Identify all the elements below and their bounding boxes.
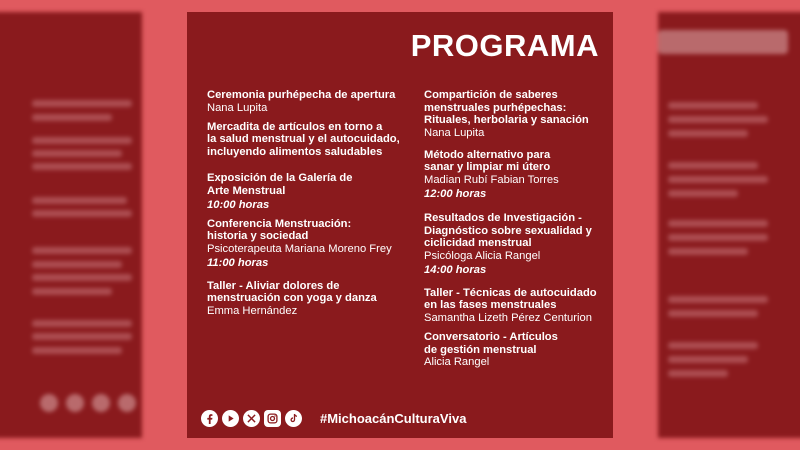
program-column-left [207,89,412,324]
program-item-person: Psicoterapeuta Mariana Moreno Frey [207,242,392,255]
program-item-heading: Exposición de la Galería de Arte Menstrual [207,172,353,197]
program-item-heading: Resultados de Investigación - Diagnóstico sobre sexualidad y ciclicidad menstrual [424,211,592,250]
program-item-heading: Método alternativo para sanar y limpiar mi útero [424,148,551,174]
program-column-right [424,89,629,375]
program-item [207,121,412,159]
program-item [424,212,629,277]
program-item [207,280,412,318]
program-item-person: Emma Hernández [207,304,298,317]
program-item [424,89,629,140]
program-item-heading: Conversatorio - Artículos de gestión menstrual [424,330,558,356]
program-item-heading: Taller - Aliviar dolores de menstruación con yoga y danza [207,279,377,305]
program-item-person: Nana Lupita [424,126,485,139]
program-item-heading: Taller - Técnicas de autocuidado en las fases menstruales [424,286,597,312]
program-item-person: Nana Lupita [207,101,268,114]
program-item [424,331,629,369]
program-item-time: 14:00 horas [424,263,487,276]
instagram-icon[interactable] [264,410,281,427]
program-item-heading: Compartición de saberes menstruales purhépechas: Rituales, herbolaria y sanación [424,89,589,127]
program-item-time: 12:00 horas [424,187,487,200]
program-item-person: Psicóloga Alicia Rangel [424,249,541,262]
program-item-heading: Conferencia Menstruación: historia y sociedad [207,217,352,243]
program-item-person: Alicia Rangel [424,356,490,369]
program-item-person: Samantha Lizeth Pérez Centurion [424,311,592,324]
program-item [424,149,629,201]
program-poster [187,12,613,438]
program-item-heading: Ceremonia purhépecha de apertura [207,89,396,101]
blurred-right-copy [658,12,800,438]
tiktok-icon[interactable] [285,410,302,427]
poster-title: PROGRAMA [410,28,599,63]
program-item-time: 10:00 horas [207,198,270,211]
facebook-icon[interactable] [201,410,218,427]
program-item [207,89,412,115]
program-item-time: 11:00 horas [207,256,269,269]
program-item [424,287,629,325]
program-item [207,218,412,270]
youtube-icon[interactable] [222,410,239,427]
program-item-person: Madian Rubí Fabian Torres [424,173,559,186]
blurred-left-copy [0,12,142,438]
program-item-heading: Mercadita de artículos en torno a la salud menstrual y el autocuidado, incluyendo alimentos saludables [207,120,400,158]
x-icon[interactable] [243,410,260,427]
social-footer [201,409,466,427]
program-item [207,172,412,211]
hashtag[interactable]: #MichoacánCulturaViva [320,410,467,426]
